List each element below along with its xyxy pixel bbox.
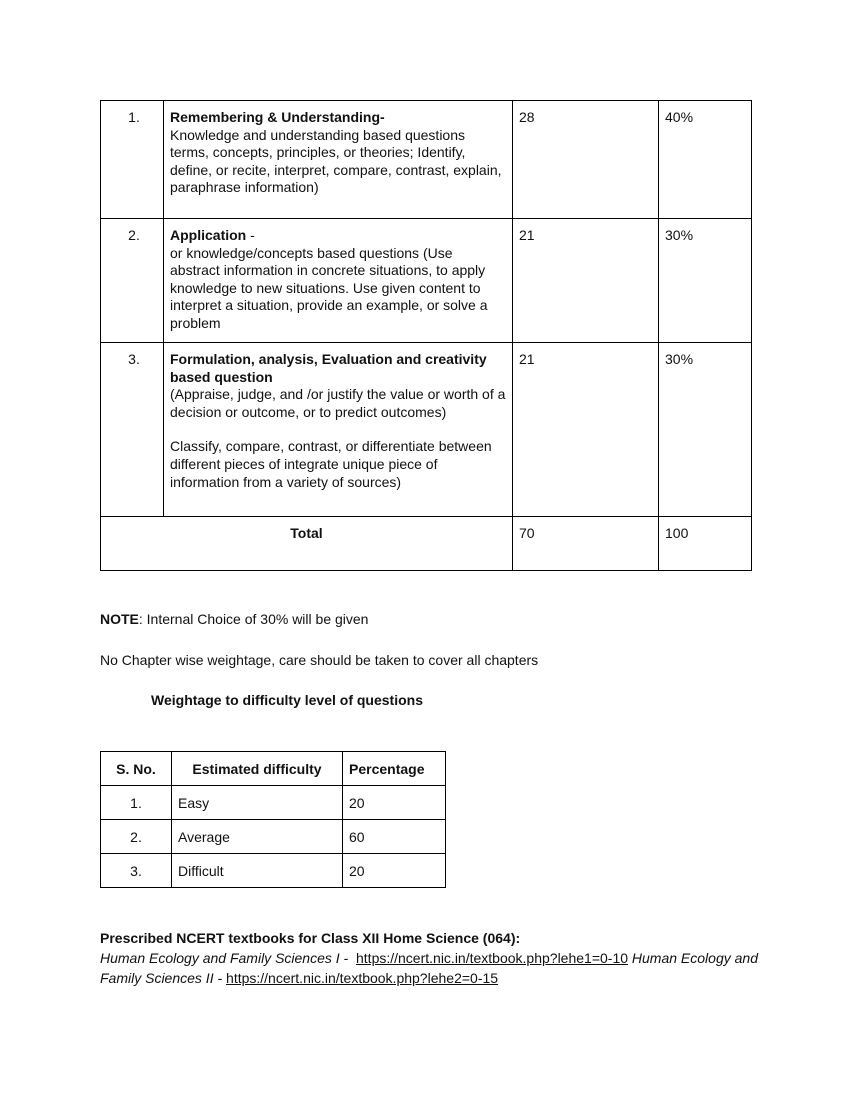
note-label: NOTE — [100, 611, 139, 627]
difficulty-table — [100, 751, 446, 888]
competency-description: (Appraise, judge, and /or justify the value or worth of a decision or outcome, or to predict outcomes) — [170, 386, 506, 420]
competency-title-suffix: - — [246, 227, 255, 243]
percentage-cell: 20 — [343, 854, 446, 888]
column-header-percentage: Percentage — [343, 752, 446, 786]
total-marks: 70 — [513, 517, 659, 571]
row-number: 1. — [101, 786, 172, 820]
row-number: 2. — [101, 820, 172, 854]
percent-cell: 30% — [659, 343, 752, 517]
table-row — [101, 854, 446, 888]
competency-title: Formulation, analysis, Evaluation and creativity based question — [170, 351, 487, 385]
difficulty-cell: Easy — [172, 786, 343, 820]
percent-cell: 30% — [659, 219, 752, 343]
competency-cell — [164, 219, 513, 343]
row-number: 1. — [101, 101, 164, 219]
note-text: : Internal Choice of 30% will be given — [138, 611, 369, 627]
competency-cell — [164, 101, 513, 219]
internal-choice-note — [100, 611, 368, 627]
percentage-cell: 60 — [343, 820, 446, 854]
column-header-sno: S. No. — [101, 752, 172, 786]
percentage-cell: 20 — [343, 786, 446, 820]
competency-description: or knowledge/concepts based questions (Use abstract information in concrete situations, to apply knowledge to new situations. Use given content to interpret a situation, provide an example, or solve a problem — [170, 244, 488, 331]
table-row — [101, 786, 446, 820]
column-header-difficulty: Estimated difficulty — [172, 752, 343, 786]
difficulty-cell: Difficult — [172, 854, 343, 888]
chapter-weightage-note: No Chapter wise weightage, care should be taken to cover all chapters — [100, 652, 539, 668]
marks-cell: 21 — [513, 219, 659, 343]
table-row — [101, 343, 752, 517]
table-row — [101, 101, 752, 219]
competency-title: Application — [170, 227, 247, 243]
competency-cell — [164, 343, 513, 517]
book-link[interactable]: https://ncert.nic.in/textbook.php?lehe1=0-10 — [356, 950, 629, 966]
difficulty-heading: Weightage to difficulty level of questions — [151, 692, 423, 708]
book-title: Human Ecology and Family Sciences I - — [100, 950, 349, 966]
cognitive-level-table — [100, 100, 752, 571]
row-number: 3. — [101, 343, 164, 517]
total-row — [101, 517, 752, 571]
difficulty-cell: Average — [172, 820, 343, 854]
row-number: 2. — [101, 219, 164, 343]
total-label: Total — [101, 517, 513, 571]
marks-cell: 21 — [513, 343, 659, 517]
percent-cell: 40% — [659, 101, 752, 219]
marks-cell: 28 — [513, 101, 659, 219]
total-percent: 100 — [659, 517, 752, 571]
competency-description: Classify, compare, contrast, or differentiate between different pieces of integrate unique piece of information from a variety of sources) — [170, 438, 492, 490]
competency-description: Knowledge and understanding based questions terms, concepts, principles, or theories; Identify, define, or recite, interpret, compare, contrast, explain, paraphrase information) — [170, 126, 502, 196]
row-number: 3. — [101, 854, 172, 888]
textbooks-heading: Prescribed NCERT textbooks for Class XII Home Science (064): — [100, 930, 521, 946]
table-row — [101, 820, 446, 854]
table-row — [101, 219, 752, 343]
textbooks-section — [100, 928, 760, 988]
competency-title: Remembering & Understanding- — [170, 109, 385, 125]
table-header-row — [101, 752, 446, 786]
book-title: Human Ecology and Family Sciences II - — [100, 950, 758, 986]
book-link[interactable]: https://ncert.nic.in/textbook.php?lehe2=0-15 — [226, 970, 499, 986]
